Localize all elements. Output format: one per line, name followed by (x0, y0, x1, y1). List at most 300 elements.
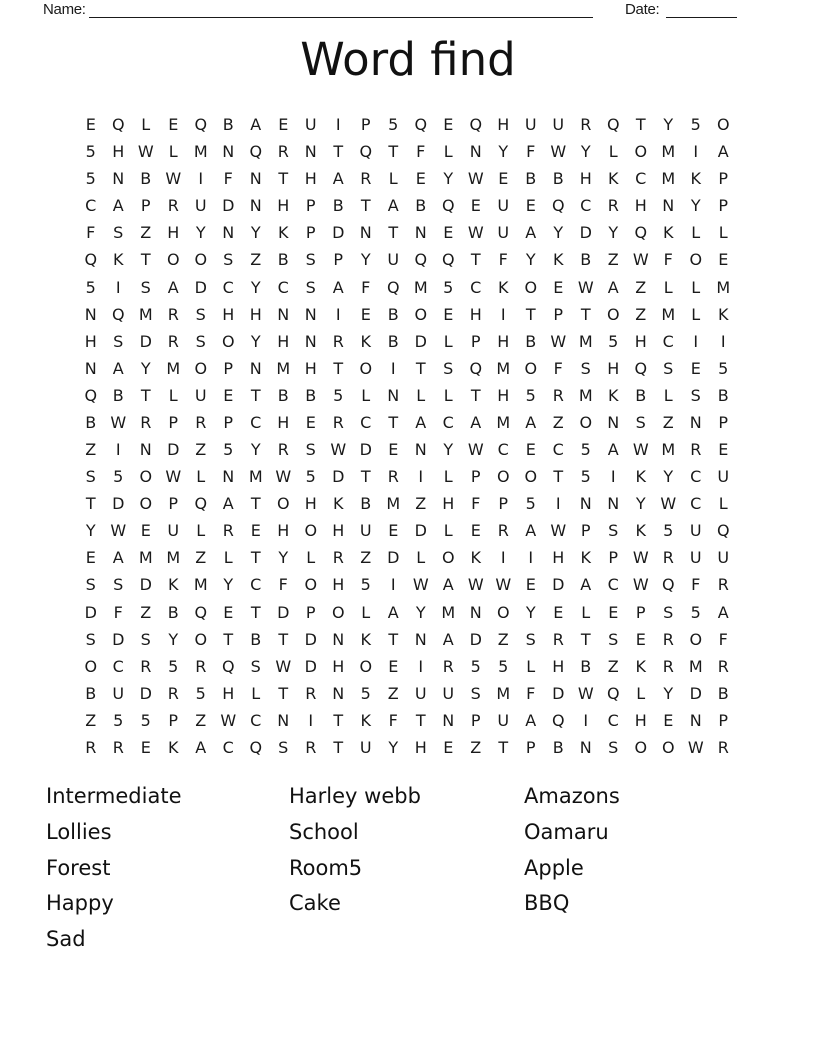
grid-cell: 5 (580, 467, 591, 487)
grid-cell: I (693, 331, 699, 351)
grid-cell: Y (690, 196, 701, 216)
grid-cell: P (470, 331, 481, 351)
grid-cell: Z (607, 656, 619, 676)
grid-cell: T (278, 629, 289, 649)
grid-cell: W (275, 467, 292, 487)
word-list-column (46, 779, 182, 958)
grid-cell: T (470, 385, 481, 405)
grid-cell: N (579, 494, 592, 514)
grid-cell: B (552, 169, 564, 189)
grid-cell: A (195, 737, 207, 757)
grid-cell: I (115, 440, 121, 460)
grid-cell: Y (443, 169, 454, 189)
grid-cell: F (113, 602, 123, 622)
grid-cell: E (718, 440, 729, 460)
grid-cell: E (525, 196, 536, 216)
grid-cell: 5 (608, 331, 619, 351)
grid-cell: O (414, 304, 428, 324)
grid-cell: A (112, 358, 124, 378)
grid-cell: P (498, 494, 509, 514)
grid-cell: O (496, 467, 510, 487)
grid-cell: K (635, 521, 646, 541)
grid-cell: P (305, 223, 316, 243)
grid-cell: S (250, 656, 261, 676)
grid-cell: B (305, 385, 317, 405)
grid-cell: R (662, 629, 674, 649)
grid-cell: F (691, 575, 701, 595)
grid-cell: O (304, 575, 318, 595)
grid-cell: L (691, 304, 701, 324)
grid-cell: H (607, 358, 620, 378)
word-item: BBQ (524, 891, 570, 916)
grid-cell: N (222, 467, 235, 487)
grid-cell: W (467, 440, 484, 460)
grid-cell: E (250, 521, 261, 541)
grid-cell: E (140, 521, 151, 541)
grid-cell: P (168, 412, 179, 432)
grid-cell: E (525, 440, 536, 460)
grid-cell: N (414, 223, 427, 243)
grid-cell: K (498, 277, 509, 297)
grid-cell: R (580, 115, 592, 135)
grid-cell: R (442, 656, 454, 676)
grid-cell: K (580, 548, 591, 568)
grid-cell: L (361, 602, 371, 622)
grid-cell: Y (250, 277, 261, 297)
grid-cell: 5 (443, 277, 454, 297)
grid-cell: D (112, 494, 125, 514)
grid-cell: Z (360, 548, 372, 568)
grid-cell: E (443, 223, 454, 243)
grid-cell: D (332, 467, 345, 487)
word-item: Amazons (524, 784, 620, 808)
grid-cell: E (553, 602, 564, 622)
grid-cell: T (388, 142, 399, 162)
grid-cell: Q (441, 196, 455, 216)
grid-cell: T (525, 304, 536, 324)
grid-cell: S (608, 629, 619, 649)
grid-cell: M (496, 358, 511, 378)
grid-cell: P (580, 521, 591, 541)
grid-cell: Q (661, 575, 675, 595)
grid-cell: K (718, 304, 729, 324)
grid-cell: I (500, 548, 506, 568)
grid-cell: E (168, 115, 179, 135)
grid-cell: T (333, 358, 344, 378)
grid-cell: W (220, 710, 237, 730)
grid-cell: O (634, 737, 648, 757)
grid-cell: T (333, 737, 344, 757)
grid-cell: D (689, 683, 702, 703)
grid-cell: N (112, 169, 125, 189)
grid-cell: S (140, 629, 151, 649)
grid-cell: O (634, 142, 648, 162)
grid-cell: F (498, 250, 508, 270)
grid-cell: L (388, 169, 398, 189)
grid-cell: H (304, 494, 317, 514)
grid-cell: P (360, 115, 371, 135)
grid-cell: H (497, 385, 510, 405)
grid-cell: M (166, 548, 181, 568)
grid-cell: B (387, 331, 399, 351)
grid-cell: D (139, 575, 152, 595)
grid-cell: U (359, 737, 372, 757)
grid-cell: A (442, 575, 454, 595)
grid-cell: Q (551, 196, 565, 216)
grid-cell: M (661, 142, 676, 162)
grid-cell: R (332, 412, 344, 432)
grid-cell: Z (195, 548, 207, 568)
grid-cell: F (471, 494, 481, 514)
grid-cell: M (276, 358, 291, 378)
grid-cell: R (167, 304, 179, 324)
grid-cell: R (167, 683, 179, 703)
grid-cell: R (607, 196, 619, 216)
grid-cell: L (361, 385, 371, 405)
grid-cell: P (635, 602, 646, 622)
grid-cell: H (277, 521, 290, 541)
grid-cell: U (387, 250, 400, 270)
grid-cell: N (607, 412, 620, 432)
grid-cell: P (553, 304, 564, 324)
grid-cell: P (718, 710, 729, 730)
grid-cell: H (414, 737, 427, 757)
grid-cell: Y (580, 142, 591, 162)
grid-cell: R (662, 656, 674, 676)
grid-cell: B (717, 683, 729, 703)
grid-cell: B (580, 656, 592, 676)
grid-cell: H (332, 656, 345, 676)
grid-cell: K (663, 223, 674, 243)
grid-cell: M (716, 277, 731, 297)
grid-cell: O (496, 602, 510, 622)
grid-cell: D (469, 629, 482, 649)
grid-cell: O (194, 358, 208, 378)
grid-cell: T (250, 548, 261, 568)
grid-cell: N (332, 629, 345, 649)
grid-cell: I (335, 304, 341, 324)
grid-cell: R (662, 548, 674, 568)
grid-cell: O (441, 548, 455, 568)
grid-cell: 5 (498, 656, 509, 676)
grid-cell: I (198, 169, 204, 189)
grid-cell: S (85, 629, 96, 649)
grid-cell: O (194, 629, 208, 649)
grid-cell: H (442, 494, 455, 514)
grid-cell: I (693, 142, 699, 162)
grid-cell: 5 (360, 575, 371, 595)
grid-cell: Y (85, 521, 96, 541)
grid-cell: 5 (168, 656, 179, 676)
grid-cell: B (222, 115, 234, 135)
grid-cell: N (359, 223, 372, 243)
grid-cell: U (497, 223, 510, 243)
grid-cell: M (138, 548, 153, 568)
grid-cell: N (579, 737, 592, 757)
grid-cell: F (416, 142, 426, 162)
grid-cell: Y (443, 440, 454, 460)
grid-cell: U (717, 467, 730, 487)
grid-cell: H (277, 331, 290, 351)
grid-cell: O (139, 467, 153, 487)
grid-cell: F (278, 575, 288, 595)
grid-cell: I (335, 115, 341, 135)
grid-cell: L (196, 521, 206, 541)
grid-cell: 5 (85, 142, 96, 162)
grid-cell: D (387, 548, 400, 568)
grid-cell: R (167, 196, 179, 216)
grid-cell: L (306, 548, 316, 568)
grid-cell: C (250, 710, 262, 730)
grid-cell: L (581, 602, 591, 622)
grid-cell: D (277, 602, 290, 622)
grid-cell: Z (140, 602, 152, 622)
grid-cell: 5 (85, 169, 96, 189)
grid-cell: A (250, 115, 262, 135)
grid-cell: U (717, 548, 730, 568)
grid-cell: S (85, 575, 96, 595)
grid-cell: A (332, 169, 344, 189)
grid-cell: 5 (525, 494, 536, 514)
grid-cell: U (689, 548, 702, 568)
grid-cell: A (415, 412, 427, 432)
grid-cell: T (470, 250, 481, 270)
grid-cell: H (304, 169, 317, 189)
grid-cell: Q (111, 304, 125, 324)
grid-cell: W (165, 467, 182, 487)
grid-cell: D (84, 602, 97, 622)
grid-cell: H (552, 548, 565, 568)
grid-cell: Y (223, 575, 234, 595)
grid-cell: 5 (360, 683, 371, 703)
grid-cell: Y (415, 602, 426, 622)
grid-cell: T (278, 683, 289, 703)
grid-cell: K (278, 223, 289, 243)
grid-cell: T (415, 358, 426, 378)
grid-cell: N (304, 331, 317, 351)
grid-cell: N (442, 710, 455, 730)
grid-cell: H (249, 304, 262, 324)
grid-cell: Q (469, 115, 483, 135)
grid-cell: W (550, 142, 567, 162)
word-list-column (524, 779, 620, 922)
grid-cell: C (222, 737, 234, 757)
grid-cell: A (387, 602, 399, 622)
grid-cell: Y (663, 115, 674, 135)
grid-cell: Y (168, 629, 179, 649)
grid-cell: E (663, 710, 674, 730)
grid-cell: Z (635, 277, 647, 297)
grid-cell: 5 (333, 385, 344, 405)
grid-cell: H (222, 304, 235, 324)
grid-cell: R (140, 412, 152, 432)
grid-cell: O (524, 277, 538, 297)
grid-cell: 5 (690, 115, 701, 135)
grid-cell: N (607, 494, 620, 514)
grid-cell: Q (606, 115, 620, 135)
grid-cell: B (525, 331, 537, 351)
grid-cell: U (112, 683, 125, 703)
grid-cell: C (635, 169, 647, 189)
grid-cell: Y (250, 440, 261, 460)
grid-cell: N (222, 142, 235, 162)
grid-cell: W (467, 169, 484, 189)
grid-cell: K (333, 494, 344, 514)
word-list-column (289, 779, 421, 922)
grid-cell: T (278, 169, 289, 189)
grid-cell: P (470, 467, 481, 487)
grid-cell: 5 (388, 115, 399, 135)
grid-cell: H (332, 521, 345, 541)
grid-cell: N (387, 385, 400, 405)
grid-cell: H (277, 196, 290, 216)
grid-cell: A (580, 575, 592, 595)
grid-cell: E (85, 548, 96, 568)
grid-cell: S (113, 223, 124, 243)
grid-cell: C (277, 277, 289, 297)
grid-cell: D (414, 521, 427, 541)
grid-cell: O (661, 737, 675, 757)
grid-cell: I (390, 358, 396, 378)
grid-cell: S (635, 412, 646, 432)
grid-cell: S (140, 277, 151, 297)
grid-cell: Y (525, 602, 536, 622)
grid-cell: E (470, 196, 481, 216)
word-item: School (289, 819, 359, 844)
grid-cell: N (222, 223, 235, 243)
grid-cell: N (689, 412, 702, 432)
grid-cell: U (304, 115, 317, 135)
grid-cell: W (495, 575, 512, 595)
grid-cell: R (167, 331, 179, 351)
page-title: Word find (300, 33, 516, 86)
grid-cell: M (661, 169, 676, 189)
grid-cell: B (360, 494, 372, 514)
grid-cell: Q (441, 250, 455, 270)
grid-cell: D (167, 440, 180, 460)
grid-cell: S (663, 358, 674, 378)
grid-cell: K (360, 331, 371, 351)
grid-cell: Q (194, 115, 208, 135)
grid-cell: P (223, 358, 234, 378)
grid-cell: E (443, 115, 454, 135)
grid-cell: E (498, 169, 509, 189)
grid-cell: M (661, 440, 676, 460)
grid-cell: 5 (113, 467, 124, 487)
grid-cell: N (277, 710, 290, 730)
grid-cell: H (469, 304, 482, 324)
grid-cell: I (418, 467, 424, 487)
grid-cell: P (168, 710, 179, 730)
grid-cell: E (223, 385, 234, 405)
grid-cell: P (718, 412, 729, 432)
grid-cell: W (467, 223, 484, 243)
grid-cell: T (140, 250, 151, 270)
grid-cell: I (720, 331, 726, 351)
date-blank-line (666, 0, 737, 18)
grid-cell: M (578, 331, 593, 351)
grid-cell: B (85, 683, 97, 703)
grid-cell: O (524, 358, 538, 378)
grid-cell: B (415, 196, 427, 216)
grid-cell: S (580, 358, 591, 378)
grid-cell: L (608, 142, 618, 162)
grid-cell: Q (221, 656, 235, 676)
grid-cell: W (110, 521, 127, 541)
grid-cell: U (194, 196, 207, 216)
grid-cell: U (359, 521, 372, 541)
grid-cell: L (443, 331, 453, 351)
grid-cell: Y (388, 737, 399, 757)
grid-cell: 5 (85, 277, 96, 297)
grid-cell: N (277, 304, 290, 324)
grid-cell: K (635, 467, 646, 487)
grid-cell: M (441, 602, 456, 622)
grid-cell: Z (497, 629, 509, 649)
grid-cell: Y (608, 223, 619, 243)
grid-cell: K (168, 737, 179, 757)
grid-cell: O (304, 521, 318, 541)
grid-cell: D (304, 629, 317, 649)
grid-cell: A (332, 277, 344, 297)
grid-cell: C (112, 656, 124, 676)
grid-cell: Z (552, 412, 564, 432)
grid-cell: U (442, 683, 455, 703)
grid-cell: R (195, 412, 207, 432)
grid-cell: U (497, 710, 510, 730)
grid-cell: M (138, 304, 153, 324)
grid-cell: L (663, 277, 673, 297)
grid-cell: F (361, 277, 371, 297)
grid-cell: T (415, 710, 426, 730)
grid-cell: Z (607, 250, 619, 270)
grid-cell: C (580, 196, 592, 216)
grid-cell: D (332, 223, 345, 243)
grid-cell: D (552, 683, 565, 703)
grid-cell: N (689, 710, 702, 730)
grid-cell: P (305, 196, 316, 216)
grid-cell: N (249, 196, 262, 216)
grid-cell: U (167, 521, 180, 541)
grid-cell: N (662, 196, 675, 216)
grid-cell: B (552, 737, 564, 757)
grid-cell: W (550, 521, 567, 541)
grid-cell: K (470, 548, 481, 568)
grid-cell: O (194, 250, 208, 270)
word-item: Lollies (46, 819, 112, 844)
grid-cell: I (308, 710, 314, 730)
grid-cell: D (112, 629, 125, 649)
grid-cell: T (223, 629, 234, 649)
grid-cell: Q (386, 277, 400, 297)
grid-cell: W (632, 440, 649, 460)
grid-cell: W (467, 575, 484, 595)
grid-cell: C (222, 277, 234, 297)
grid-cell: F (553, 358, 563, 378)
grid-cell: T (250, 385, 261, 405)
grid-cell: N (414, 629, 427, 649)
grid-cell: Z (635, 304, 647, 324)
grid-cell: B (387, 304, 399, 324)
grid-cell: H (304, 358, 317, 378)
grid-cell: K (360, 710, 371, 730)
grid-cell: P (333, 250, 344, 270)
grid-cell: Y (663, 683, 674, 703)
grid-cell: D (139, 683, 152, 703)
grid-cell: Z (85, 440, 97, 460)
grid-cell: Y (278, 548, 289, 568)
grid-cell: R (360, 169, 372, 189)
